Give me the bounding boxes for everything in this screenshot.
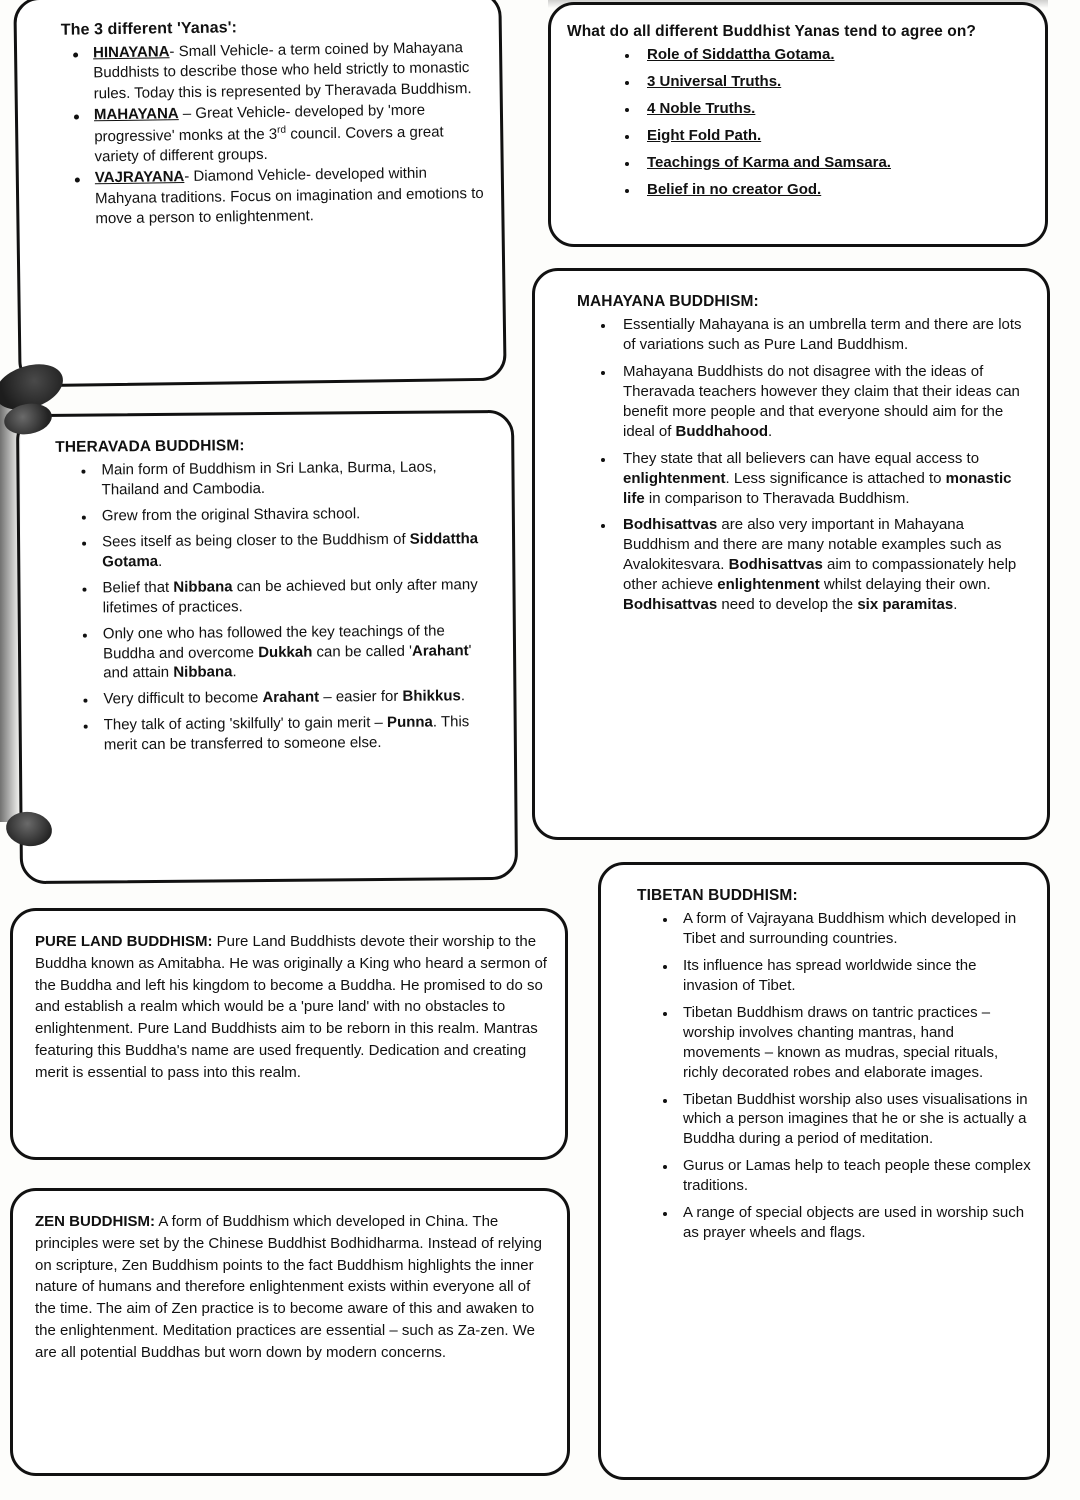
agree-item-label: Teachings of Karma and Samsara.	[647, 153, 891, 171]
pureland-heading: PURE LAND BUDDHISM:	[35, 933, 213, 950]
yanas-text: - Diamond Vehicle- developed within Mahyana traditions. Focus on imagination and emotions to move a person to enlightenment.	[94, 165, 484, 228]
zen-heading: ZEN BUDDHISM:	[35, 1213, 155, 1230]
list-item: Grew from the original Sthavira school.	[36, 503, 496, 527]
agree-item-label: Belief in no creator God.	[647, 180, 822, 198]
pureland-text: Pure Land Buddhists devote their worship to the Buddha known as Amitabha. He was originally a King who heard a sermon of the Buddha and left his kingdom to become a Buddha. He promised to do so and establish a realm which would be a 'pure land' with no obstacles to enlightenment. Pure Land Buddhists aim to be reborn in this realm. Mantras featuring this Buddha's name are used frequently. Dedication and creating merit is essential to pass into this realm.	[35, 933, 547, 1081]
list-item: Tibetan Buddhism draws on tantric practices – worship involves chanting mantras, hand movements – known as mudras, special rituals, richly decorated robes and elaborate images.	[617, 1003, 1031, 1083]
yanas-text: – Great Vehicle- developed by 'more progressive' monks at the 3rd council. Covers a great variety of different groups.	[94, 101, 444, 166]
note-box-pure-land	[10, 908, 568, 1160]
list-item: A form of Vajrayana Buddhism which developed in Tibet and surrounding countries.	[617, 909, 1031, 949]
list-item	[567, 45, 1029, 65]
mahayana-title: MAHAYANA BUDDHISM:	[577, 293, 759, 310]
list-item: Sees itself as being closer to the Buddhism of Siddattha Gotama.	[36, 529, 496, 573]
mahayana-list	[551, 315, 1031, 615]
theravada-title: THERAVADA BUDDHISM:	[55, 437, 245, 456]
theravada-list	[35, 457, 498, 756]
agree-list	[567, 45, 1029, 200]
list-item: Mahayana Buddhists do not disagree with the ideas of Theravada teachers however they claim that their ideas can benefit more people and that everyone should aim for the ideal of Buddhahood.	[551, 362, 1031, 442]
list-item	[567, 180, 1029, 200]
list-item: A range of special objects are used in worship such as prayer wheels and flags.	[617, 1203, 1031, 1243]
list-item: Bodhisattvas are also very important in Mahayana Buddhism and there are many notable examples such as Avalokitesvara. Bodhisattvas aim to compassionately help other achieve enlightenment whilst delaying their own. Bodhisattvas need to develop the six paramitas.	[551, 515, 1031, 615]
list-item: Gurus or Lamas help to teach people these complex traditions.	[617, 1156, 1031, 1196]
agree-item-label: Eight Fold Path.	[647, 126, 762, 144]
note-box-common-agreement	[548, 2, 1048, 247]
agree-item-label: 3 Universal Truths.	[647, 72, 782, 90]
list-item	[35, 163, 486, 230]
list-item: They talk of acting 'skilfully' to gain merit – Punna. This merit can be transferred to someone else.	[38, 712, 498, 756]
list-item: Belief that Nibbana can be achieved but only after many lifetimes of practices.	[36, 575, 496, 619]
note-box-zen	[10, 1188, 570, 1476]
zen-text: A form of Buddhism which developed in China. The principles were set by the Chinese Buddhist Bodhidharma. Instead of relying on scripture, Zen Buddhism points to the fact Buddhism highlights the inner nature of humans and therefore enlightenment exists within everyone all of the time. The aim of Zen practice is to become aware of this and awaken to the enlightenment. Meditation practices are essential – such as Za-zen. We are all potential Buddhas but worn down by modern concerns.	[35, 1213, 542, 1361]
tibetan-list	[617, 909, 1031, 1243]
note-box-theravada	[16, 410, 518, 884]
pureland-paragraph	[35, 931, 547, 1083]
list-item: Tibetan Buddhist worship also uses visualisations in which a person imagines that he or she is actually a Buddha during a period of meditation.	[617, 1090, 1031, 1150]
list-item	[567, 99, 1029, 119]
agree-title: What do all different Buddhist Yanas tend to agree on?	[567, 23, 977, 40]
list-item	[34, 100, 485, 168]
list-item	[33, 38, 484, 105]
yanas-list	[33, 38, 486, 231]
zen-paragraph	[35, 1211, 549, 1363]
list-item: Very difficult to become Arahant – easier for Bhikkus.	[37, 686, 497, 710]
note-box-tibetan	[598, 862, 1050, 1480]
tibetan-title: TIBETAN BUDDHISM:	[637, 887, 798, 904]
agree-item-label: Role of Siddattha Gotama.	[647, 46, 835, 63]
list-item: Its influence has spread worldwide since the invasion of Tibet.	[617, 956, 1031, 996]
note-box-yanas	[13, 0, 506, 387]
list-item	[567, 126, 1029, 146]
yanas-term: MAHAYANA	[93, 105, 179, 124]
list-item: Main form of Buddhism in Sri Lanka, Burma, Laos, Thailand and Cambodia.	[35, 457, 495, 501]
list-item: Only one who has followed the key teachings of the Buddha and overcome Dukkah can be called 'Arahant' and attain Nibbana.	[37, 621, 498, 685]
scan-artifact-shadow	[0, 392, 30, 822]
yanas-title: The 3 different 'Yanas':	[60, 19, 238, 39]
yanas-term: VAJRAYANA	[94, 168, 185, 187]
list-item	[567, 72, 1029, 92]
yanas-term: HINAYANA	[92, 43, 170, 62]
yanas-text: - Small Vehicle- a term coined by Mahayana Buddhists to describe those who held strictly to monastic rules. Today this is represented by Theravada Buddhism.	[93, 39, 472, 103]
list-item	[567, 153, 1029, 173]
note-box-mahayana	[532, 268, 1050, 840]
agree-item-label: 4 Noble Truths.	[647, 99, 756, 117]
list-item: They state that all believers can have equal access to enlightenment. Less significance is attached to monastic life in comparison to Theravada Buddhism.	[551, 449, 1031, 509]
list-item: Essentially Mahayana is an umbrella term and there are lots of variations such as Pure Land Buddhism.	[551, 315, 1031, 355]
